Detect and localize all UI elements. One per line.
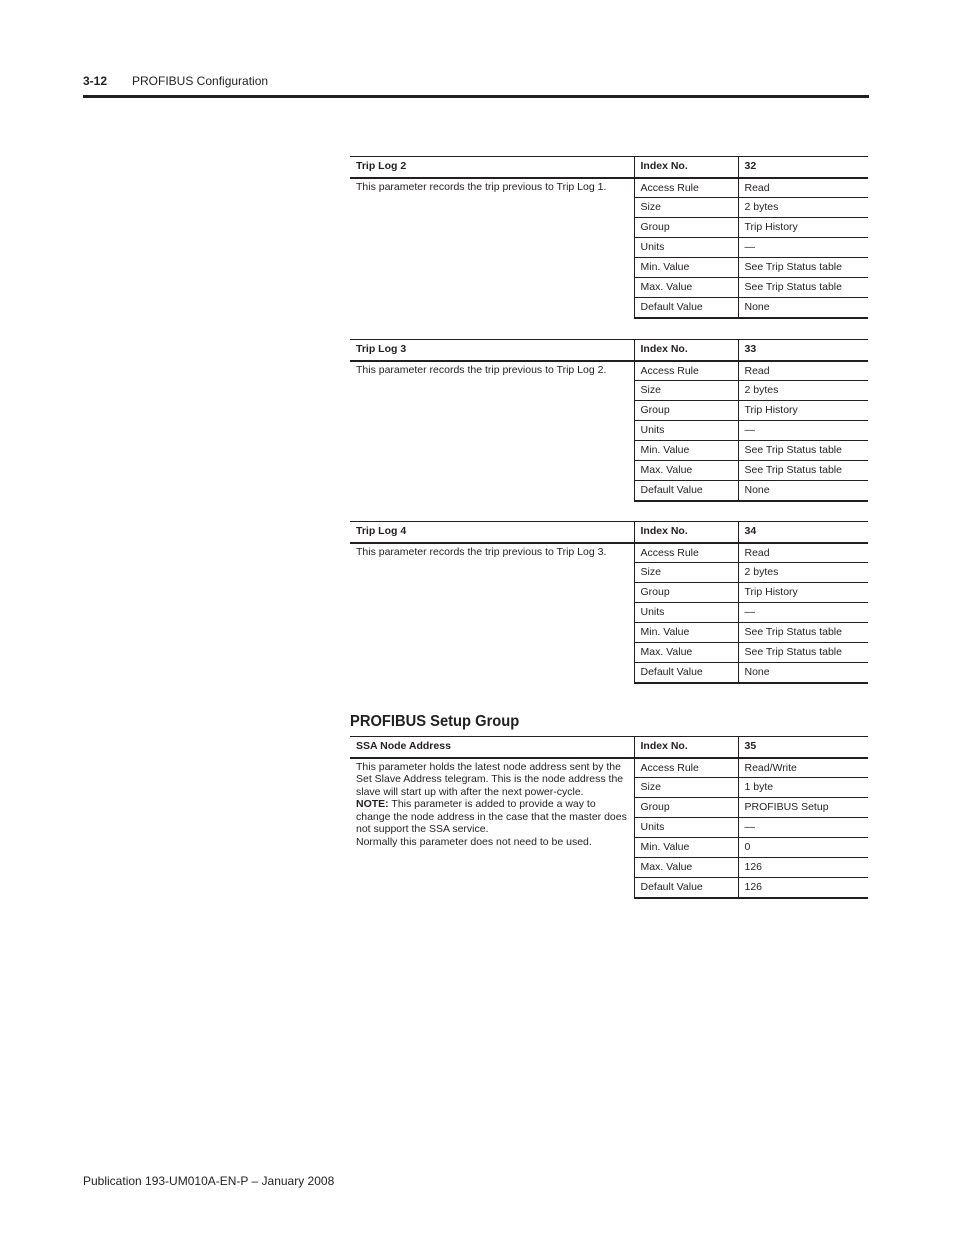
parameter-name: Trip Log 2 (350, 157, 634, 178)
attribute-label: Max. Value (634, 278, 738, 298)
attribute-label: Default Value (634, 481, 738, 501)
index-number: 35 (738, 737, 868, 758)
attribute-value: 1 byte (738, 778, 868, 798)
attribute-label: Units (634, 603, 738, 623)
attribute-value: — (738, 603, 868, 623)
attribute-label: Max. Value (634, 858, 738, 878)
attribute-label: Min. Value (634, 441, 738, 461)
attribute-label: Units (634, 238, 738, 258)
attribute-label: Access Rule (634, 758, 738, 778)
parameter-name: Trip Log 3 (350, 340, 634, 361)
attribute-value: None (738, 663, 868, 683)
attribute-label: Min. Value (634, 623, 738, 643)
table-header-row (350, 522, 868, 543)
parameter-description: This parameter records the trip previous to Trip Log 2. (356, 363, 607, 376)
chapter-title: PROFIBUS Configuration (132, 74, 269, 88)
attribute-value: See Trip Status table (738, 461, 868, 481)
attribute-value: 126 (738, 878, 868, 898)
attribute-value: 2 bytes (738, 198, 868, 218)
table-row (350, 361, 868, 381)
attribute-value: PROFIBUS Setup (738, 798, 868, 818)
attribute-value: Trip History (738, 218, 868, 238)
page-number: 3-12 (83, 74, 108, 88)
attribute-label: Max. Value (634, 643, 738, 663)
index-number: 34 (738, 522, 868, 543)
attribute-value: None (738, 298, 868, 318)
parameter-description (350, 758, 634, 898)
attribute-value: 126 (738, 858, 868, 878)
attribute-value: — (738, 238, 868, 258)
description-text: Normally this parameter does not need to be used. (356, 835, 592, 848)
attribute-value: See Trip Status table (738, 258, 868, 278)
index-number: 33 (738, 340, 868, 361)
attribute-label: Size (634, 563, 738, 583)
table-header-row (350, 737, 868, 758)
attribute-label: Access Rule (634, 543, 738, 563)
header-rule (83, 95, 869, 98)
attribute-value: None (738, 481, 868, 501)
attribute-value: See Trip Status table (738, 643, 868, 663)
attribute-label: Size (634, 778, 738, 798)
attribute-value: Trip History (738, 583, 868, 603)
attribute-value: See Trip Status table (738, 441, 868, 461)
parameter-table-trip-log-3 (350, 339, 868, 502)
attribute-value: Read (738, 178, 868, 198)
description-text: This parameter holds the latest node address sent by the Set Slave Address telegram. This is the node address the slave will start up with after the next power-cycle. (356, 760, 624, 798)
note-label: NOTE: (356, 798, 389, 810)
attribute-label: Access Rule (634, 178, 738, 198)
attribute-label: Min. Value (634, 838, 738, 858)
table-header-row (350, 340, 868, 361)
attribute-value: Read (738, 361, 868, 381)
attribute-value: — (738, 421, 868, 441)
attribute-value: — (738, 818, 868, 838)
attribute-label: Max. Value (634, 461, 738, 481)
parameter-table-trip-log-2 (350, 156, 868, 319)
attribute-value: 2 bytes (738, 381, 868, 401)
attribute-label: Access Rule (634, 361, 738, 381)
table-row (350, 178, 868, 198)
attribute-label: Default Value (634, 298, 738, 318)
index-label: Index No. (634, 737, 738, 758)
parameter-name: SSA Node Address (350, 737, 634, 758)
attribute-value: Trip History (738, 401, 868, 421)
parameter-description: This parameter records the trip previous to Trip Log 3. (356, 545, 607, 558)
parameter-table-trip-log-4 (350, 521, 868, 684)
attribute-value: Read/Write (738, 758, 868, 778)
attribute-value: See Trip Status table (738, 623, 868, 643)
attribute-label: Default Value (634, 878, 738, 898)
parameter-description: This parameter records the trip previous to Trip Log 1. (356, 180, 607, 193)
attribute-value: See Trip Status table (738, 278, 868, 298)
table-row (350, 758, 868, 778)
parameter-table-ssa-node-address (350, 736, 868, 899)
index-label: Index No. (634, 340, 738, 361)
attribute-label: Size (634, 198, 738, 218)
attribute-label: Group (634, 401, 738, 421)
table-row (350, 543, 868, 563)
index-number: 32 (738, 157, 868, 178)
note-text: This parameter is added to provide a way to change the node address in the case that the master does not support the SSA service. (356, 798, 627, 835)
page-footer: Publication 193-UM010A-EN-P – January 2008 (83, 1174, 335, 1188)
section-heading: PROFIBUS Setup Group (350, 713, 520, 730)
attribute-label: Group (634, 218, 738, 238)
attribute-label: Group (634, 583, 738, 603)
table-header-row (350, 157, 868, 178)
attribute-label: Units (634, 421, 738, 441)
attribute-label: Size (634, 381, 738, 401)
attribute-label: Group (634, 798, 738, 818)
index-label: Index No. (634, 157, 738, 178)
attribute-label: Units (634, 818, 738, 838)
page-header (83, 72, 869, 90)
attribute-value: 2 bytes (738, 563, 868, 583)
attribute-label: Default Value (634, 663, 738, 683)
attribute-value: Read (738, 543, 868, 563)
attribute-label: Min. Value (634, 258, 738, 278)
index-label: Index No. (634, 522, 738, 543)
parameter-name: Trip Log 4 (350, 522, 634, 543)
attribute-value: 0 (738, 838, 868, 858)
